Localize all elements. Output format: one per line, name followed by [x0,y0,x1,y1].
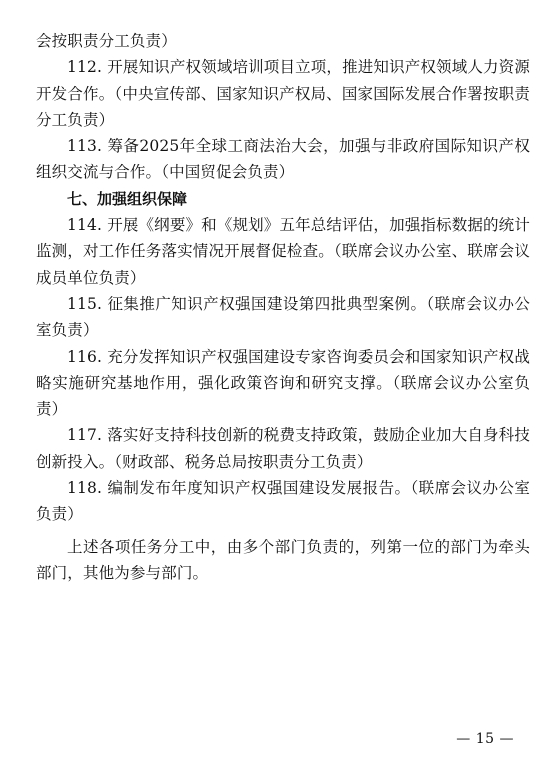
paragraph-item-112: 112. 开展知识产权领域培训项目立项，推进知识产权领域人力资源开发合作。（中央宣传部、国家知识产权局、国家国际发展合作署按职责分工负责） [36,58,530,129]
paragraph-item-114: 114. 开展《纲要》和《规划》五年总结评估，加强指标数据的统计监测，对工作任务落实情况开展督促检查。（联席会议办公室、联席会议成员单位负责） [36,216,530,287]
paragraph-continuation: 会按职责分工负责） [36,32,177,50]
page-number: — 15 — [456,731,514,747]
paragraph-item-118: 118. 编制发布年度知识产权强国建设发展报告。（联席会议办公室负责） [36,479,530,524]
paragraph-item-116: 116. 充分发挥知识产权强国建设专家咨询委员会和国家知识产权战略实施研究基地作用，强化政策咨询和研究支撑。（联席会议办公室负责） [36,347,530,419]
paragraph-item-117: 117. 落实好支持科技创新的税费支持政策，鼓励企业加大自身科技创新投入。（财政部、税务总局按职责分工负责） [36,426,530,471]
paragraph-item-115: 115. 征集推广知识产权强国建设第四批典型案例。（联席会议办公室负责） [36,294,530,340]
paragraph-item-113: 113. 筹备2025年全球工商法治大会，加强与非政府国际知识产权组织交流与合作。（中国贸促会负责） [36,137,530,182]
page-body [36,28,530,586]
closing-note: 上述各项任务分工中，由多个部门负责的，列第一位的部门为牵头部门，其他为参与部门。 [36,537,530,582]
section-heading: 七、加强组织保障 [67,189,188,208]
